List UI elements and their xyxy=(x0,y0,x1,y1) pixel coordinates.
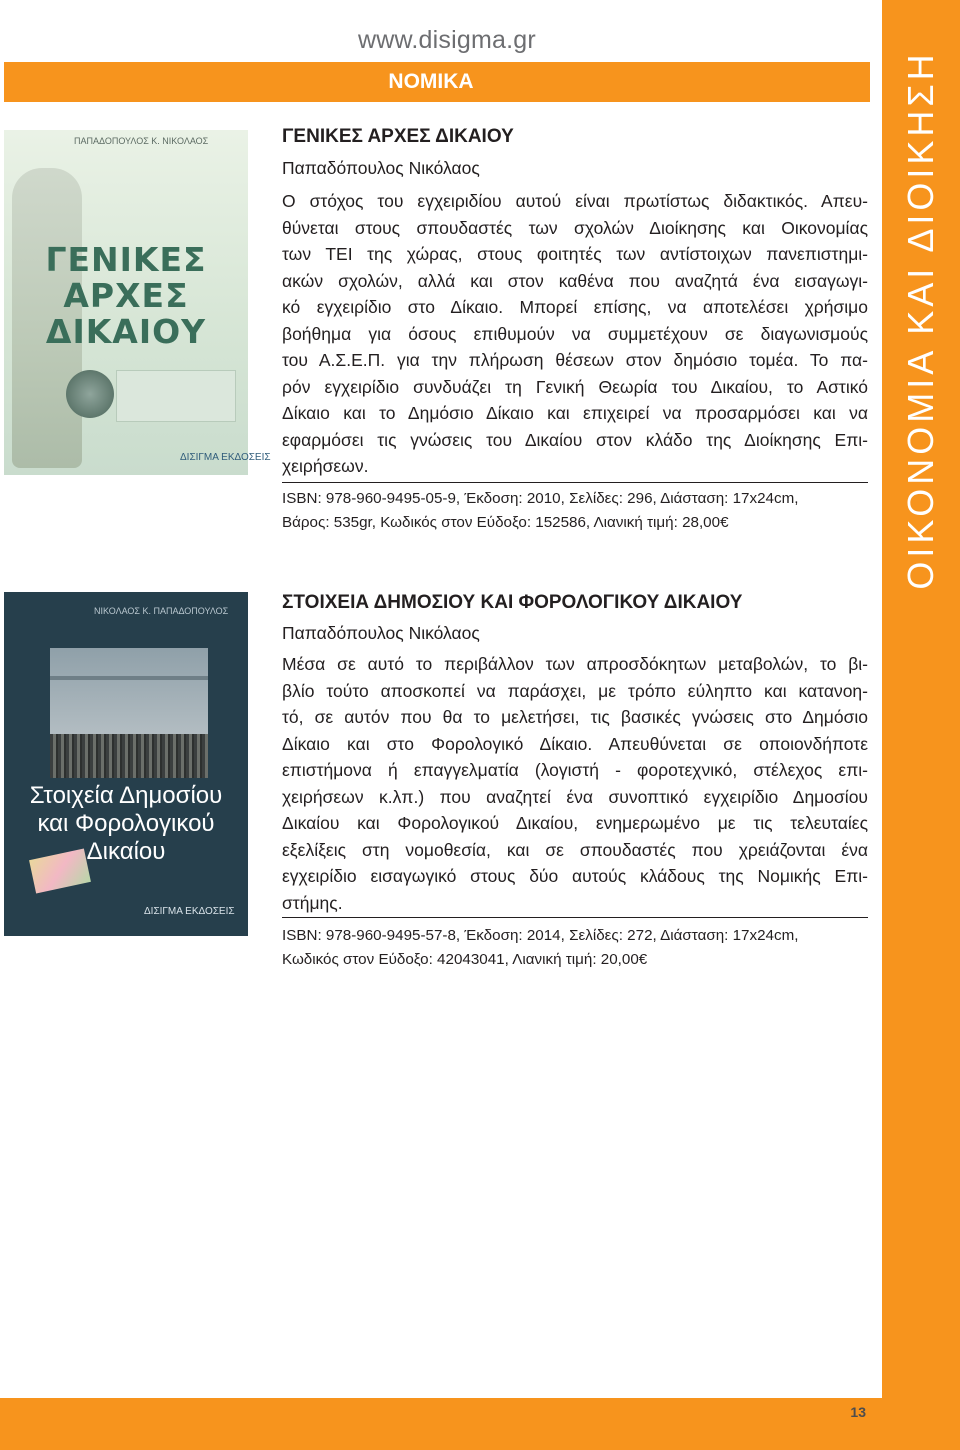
category-banner xyxy=(4,62,870,102)
description-line: Δίκαιο και το Δημόσιο Δίκαιο και επιχειρεί να προσαρμόσει και να xyxy=(282,403,868,423)
description-line: θύνεται στους σπουδαστές των σχολών Διοίκησης και Οικονομίας xyxy=(282,217,868,238)
description-line: στήμης. xyxy=(282,892,343,913)
cover-title-line: ΑΡΧΕΣ xyxy=(63,276,189,315)
book-description xyxy=(282,651,868,916)
description-line: εφαρμόσει τις γνώσεις του Δικαίου στον κλάδο της Διοίκησης Επι- xyxy=(282,429,868,450)
description-line: χειρήσεων. xyxy=(282,456,369,476)
description-line: εγχειρίδιο εισαγωγικό στους δύο αυτούς κλάδους της Νομικής Επι- xyxy=(282,866,868,886)
book-author: Παπαδόπουλος Νικόλαος xyxy=(282,158,480,178)
description-line: του Α.Σ.Ε.Π. για την πλήρωση θέσεων στον δημόσιο τομέα. Το πα- xyxy=(282,350,868,370)
book-title: ΓΕΝΙΚΕΣ ΑΡΧΕΣ ΔΙΚΑΙΟΥ xyxy=(282,126,514,147)
description-line: Δικαίου και Φορολογικού Δικαίου, ενημερωμένο με τις τελευταίες xyxy=(282,813,868,833)
book-title: ΣΤΟΙΧΕΙΑ ΔΗΜΟΣΙΟΥ ΚΑΙ ΦΟΡΟΛΟΓΙΚΟΥ ΔΙΚΑΙΟΥ xyxy=(282,592,743,613)
description-line: ρόν εγχειρίδιο συνδυάζει τη Γενική Θεωρία του Δικαίου, το Αστικό xyxy=(282,376,868,397)
book-metadata xyxy=(282,487,798,535)
description-line: βοήθημα για όσους επιθυμούν να συμμετέχουν σε διαγωνισμούς xyxy=(282,323,868,344)
description-line: επιστήμονα ή επαγγελματία (λογιστή - φοροτεχνικό, στέλεχος επι- xyxy=(282,760,868,780)
description-line: Ο στόχος του εγχειριδίου αυτού είναι πρωτίστως διδακτικός. Απευ- xyxy=(282,191,868,211)
coin-image xyxy=(66,370,114,418)
book-cover-1 xyxy=(4,130,271,475)
description-line: των ΤΕΙ της χώρας, στους φοιτητές των αντίστοιχων πανεπιστημι- xyxy=(282,244,868,264)
book-cover-2 xyxy=(4,592,248,936)
metadata-line: ISBN: 978-960-9495-05-9, Έκδοση: 2010, Σελίδες: 296, Διάσταση: 17x24cm, xyxy=(282,490,799,507)
cover-title-line: Στοιχεία Δημοσίου xyxy=(29,782,223,809)
page-number: 13 xyxy=(850,1404,866,1420)
description-line: χειρήσεων κ.λπ.) που αναζητεί ένα συνοπτικό εγχειρίδιο Δημοσίου xyxy=(282,786,868,807)
metadata-line: Βάρος: 535gr, Κωδικός στον Εύδοξο: 152586, Λιανική τιμή: 28,00€ xyxy=(282,514,729,531)
description-line: ακών σχολών, αλλά και στον καθένα που αναζητά ένα εισαγωγι- xyxy=(282,270,868,291)
cover-blurb-box xyxy=(116,370,236,422)
metadata-line: Κωδικός στον Εύδοξο: 42043041, Λιανική τιμή: 20,00€ xyxy=(282,951,648,968)
crowd-image xyxy=(50,734,208,778)
description-line: εξελίξεις στη νομοθεσία, και σε σπουδαστές που χρειάζονται ένα xyxy=(282,839,868,860)
book-author: Παπαδόπουλος Νικόλαος xyxy=(282,623,480,643)
footer-band xyxy=(0,1398,882,1450)
description-line: Μέσα σε αυτό το περιβάλλον των απροσδόκητων μεταβολών, το βι- xyxy=(282,654,868,674)
separator xyxy=(282,917,868,918)
publisher-logo: ΔΙΣΙΓΜΑ ΕΚΔΟΣΕΙΣ xyxy=(180,452,271,463)
description-line: κό εγχειρίδιο στο Δίκαιο. Μπορεί επίσης, να αποτελέσει χρήσιμο xyxy=(282,297,868,317)
description-line: Δίκαιο και στο Φορολογικό Δίκαιο. Απευθύνεται σε οποιονδήποτε xyxy=(282,733,868,754)
cover-author: ΝΙΚΟΛΑΟΣ Κ. ΠΑΠΑΔΟΠΟΥΛΟΣ xyxy=(94,606,229,616)
book-metadata xyxy=(282,924,798,972)
cover-title-line: και Φορολογικού xyxy=(37,810,215,837)
cover-author: ΠΑΠΑΔΟΠΟΥΛΟΣ Κ. ΝΙΚΟΛΑΟΣ xyxy=(74,136,209,146)
cover-title xyxy=(4,242,248,350)
parliament-image xyxy=(50,648,208,738)
cover-title-line: ΔΙΚΑΙΟΥ xyxy=(45,312,207,351)
publisher-logo: ΔΙΣΙΓΜΑ ΕΚΔΟΣΕΙΣ xyxy=(144,906,235,917)
cover-title xyxy=(4,782,248,866)
description-line: τό, σε αυτόν που θα το μελετήσει, τις βασικές γνώσεις στο Δημόσιο xyxy=(282,707,868,727)
separator xyxy=(282,482,868,483)
category-label: ΝΟΜΙΚΑ xyxy=(388,70,474,93)
cover-title-line: ΓΕΝΙΚΕΣ xyxy=(45,240,207,279)
metadata-line: ISBN: 978-960-9495-57-8, Έκδοση: 2014, Σελίδες: 272, Διάσταση: 17x24cm, xyxy=(282,927,799,944)
site-url[interactable]: www.disigma.gr xyxy=(358,26,536,54)
description-line: βλίο τούτο αποσκοπεί να παράσχει, με τρόπο εύληπτο και κατανοη- xyxy=(282,680,868,701)
cover-title-line: Δικαίου xyxy=(86,838,166,865)
side-section-label: ΟΙΚΟΝΟΜΙΑ ΚΑΙ ΔΙΟΙΚΗΣΗ xyxy=(900,50,941,590)
book-description xyxy=(282,188,868,480)
